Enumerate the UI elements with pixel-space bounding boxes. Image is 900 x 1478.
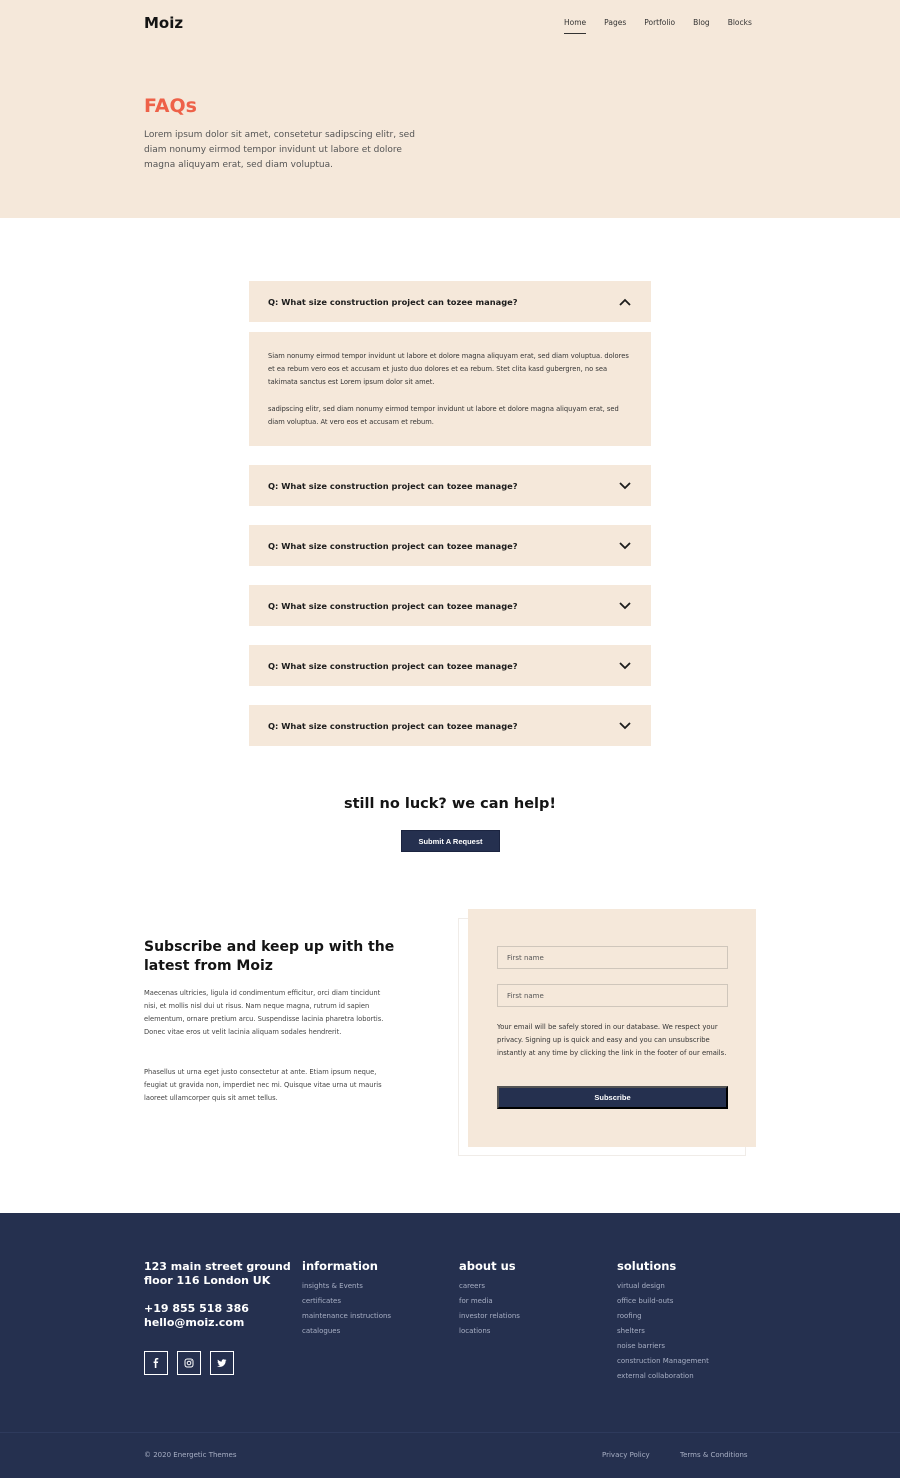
chevron-up-icon[interactable]: [618, 295, 632, 309]
footer-divider: [0, 1432, 900, 1433]
nav-blocks[interactable]: Blocks: [727, 18, 752, 27]
footer-link[interactable]: roofing: [617, 1312, 642, 1320]
footer-link[interactable]: office build-outs: [617, 1297, 674, 1305]
faq-answer: [249, 332, 651, 446]
footer-email[interactable]: hello@moiz.com: [144, 1316, 245, 1329]
subscribe-button[interactable]: Subscribe: [497, 1086, 728, 1109]
copyright: © 2020 Energetic Themes: [144, 1451, 237, 1459]
footer-link[interactable]: certificates: [302, 1297, 341, 1305]
faq-answer-paragraph: sadipscing elitr, sed diam nonumy eirmod tempor invidunt ut labore et dolore magna aliquyam erat, sed diam voluptua. At vero eos et accusam et rebum.: [268, 404, 619, 426]
footer-column-information: [302, 1259, 391, 1339]
faq-item-2[interactable]: [249, 465, 651, 506]
chevron-down-icon[interactable]: [618, 659, 632, 673]
chevron-down-icon[interactable]: [618, 599, 632, 613]
help-title: still no luck? we can help!: [344, 796, 556, 812]
submit-request-button[interactable]: Submit A Request: [401, 830, 500, 852]
footer-link[interactable]: maintenance instructions: [302, 1312, 392, 1320]
facebook-icon[interactable]: [144, 1351, 168, 1375]
logo[interactable]: Moiz: [144, 14, 184, 32]
first-name-field[interactable]: First name: [497, 946, 728, 969]
faq-answer-paragraph: Siam nonumy eirmod tempor invidunt ut labore et dolore magna aliquyam erat, sed diam voluptua. dolores et ea rebum vero eos et accusam et justo duo dolores et ea rebum. Stet clita kasd gubergren, no sea takimata sanctus est Lorem ipsum dolor sit amet.: [268, 352, 629, 387]
footer-link[interactable]: noise barriers: [617, 1342, 665, 1350]
subscribe-text: Phasellus ut urna eget justo consectetur at ante. Etiam ipsum neque, feugiat ut gravida non, imperdiet nec mi. Quisque vitae urna ut mauris laoreet ullamcorper quis sit amet tellus.: [144, 1068, 382, 1102]
footer-phone[interactable]: +19 855 518 386: [144, 1302, 249, 1315]
subscribe-title: Subscribe and keep up with the latest from Moiz: [144, 939, 395, 974]
faq-question: Q: What size construction project can tozee manage?: [268, 660, 518, 671]
twitter-icon[interactable]: [210, 1351, 234, 1375]
footer-link[interactable]: shelters: [617, 1327, 645, 1335]
footer-column-solutions: [617, 1259, 709, 1384]
page-title: FAQs: [144, 95, 197, 117]
footer-contact: [144, 1302, 294, 1330]
nav-home[interactable]: Home: [564, 18, 586, 31]
faq-item-1[interactable]: [249, 281, 651, 322]
footer-column-title: about us: [459, 1259, 516, 1273]
footer-link[interactable]: locations: [459, 1327, 491, 1335]
faq-question: Q: What size construction project can tozee manage?: [268, 480, 518, 491]
chevron-down-icon[interactable]: [618, 539, 632, 553]
footer-column-title: solutions: [617, 1259, 677, 1273]
subscribe-text: Maecenas ultricies, ligula id condimentum efficitur, orci diam tincidunt nisi, et mollis nisl dui ut risus. Nam neque magna, rutrum id sapien elementum, ornare pretium arcu. Suspendisse lacinia pharetra lobortis. Donec vitae eros ut velit lacinia aliquam sodales hendrerit.: [144, 989, 384, 1036]
hero-section: [0, 0, 900, 218]
faq-question: Q: What size construction project can tozee manage?: [268, 540, 518, 551]
faq-item-4[interactable]: [249, 585, 651, 626]
first-name-field-2[interactable]: First name: [497, 984, 728, 1007]
nav-pages[interactable]: Pages: [604, 18, 627, 27]
faq-question: Q: What size construction project can tozee manage?: [268, 720, 518, 731]
footer-link[interactable]: investor relations: [459, 1312, 520, 1320]
faq-question: Q: What size construction project can tozee manage?: [268, 296, 518, 307]
footer-column-title: information: [302, 1259, 378, 1273]
footer-link[interactable]: catalogues: [302, 1327, 341, 1335]
footer-address: 123 main street ground floor 116 London UK: [144, 1260, 291, 1287]
footer-link[interactable]: construction Management: [617, 1357, 709, 1365]
chevron-down-icon[interactable]: [618, 479, 632, 493]
hero-description: Lorem ipsum dolor sit amet, consetetur sadipscing elitr, sed diam nonumy eirmod tempor invidunt ut labore et dolore magna aliquyam erat, sed diam voluptua.: [144, 130, 415, 170]
chevron-down-icon[interactable]: [618, 719, 632, 733]
faq-item-3[interactable]: [249, 525, 651, 566]
nav-portfolio[interactable]: Portfolio: [644, 18, 676, 27]
faq-question: Q: What size construction project can tozee manage?: [268, 600, 518, 611]
terms-link[interactable]: Terms & Conditions: [680, 1451, 748, 1459]
privacy-note: Your email will be safely stored in our database. We respect your privacy. Signing up is quick and easy and you can unsubscribe instantly at any time by clicking the link in the footer of our emails.: [497, 1023, 727, 1057]
footer-link[interactable]: virtual design: [617, 1282, 665, 1290]
instagram-icon[interactable]: [177, 1351, 201, 1375]
faq-item-5[interactable]: [249, 645, 651, 686]
footer-column-about: [459, 1259, 520, 1339]
footer-link[interactable]: insights & Events: [302, 1282, 363, 1290]
footer-link[interactable]: for media: [459, 1297, 493, 1305]
privacy-policy-link[interactable]: Privacy Policy: [602, 1451, 650, 1459]
faq-item-6[interactable]: [249, 705, 651, 746]
nav-blog[interactable]: Blog: [693, 18, 710, 27]
main-nav: [564, 18, 770, 31]
social-links: [144, 1351, 243, 1375]
footer: [0, 1213, 900, 1478]
footer-link[interactable]: external collaboration: [617, 1372, 694, 1380]
footer-link[interactable]: careers: [459, 1282, 486, 1290]
